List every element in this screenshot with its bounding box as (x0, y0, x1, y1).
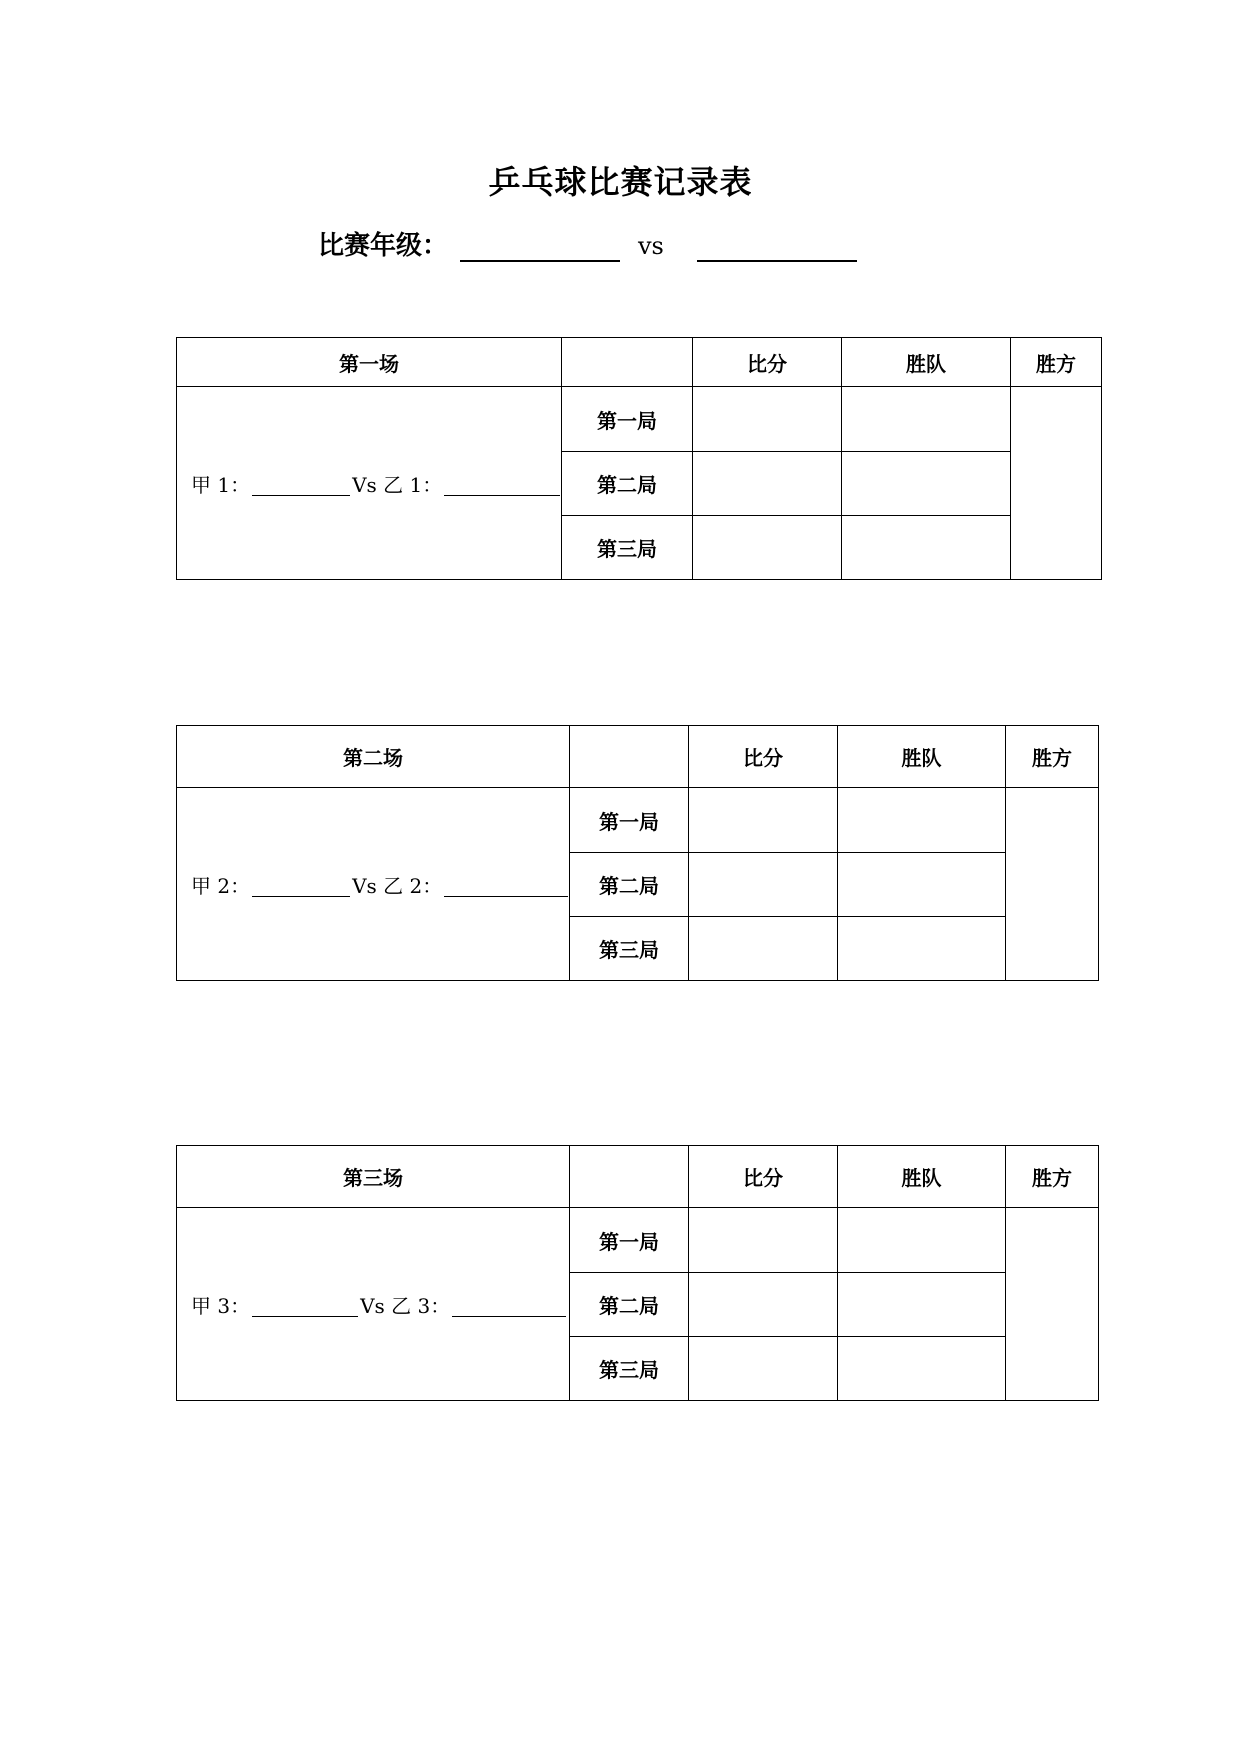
player-b-blank[interactable] (444, 495, 560, 496)
score-header: 比分 (689, 726, 838, 788)
page-title: 乒乓球比赛记录表 (488, 163, 753, 201)
player-a-label: 甲 3： (191, 1293, 251, 1318)
game-label: 第二局 (570, 853, 689, 917)
winner-side-cell[interactable] (1011, 387, 1102, 580)
players-cell (177, 387, 562, 580)
winner-side-cell[interactable] (1006, 788, 1099, 981)
winner-team-header: 胜队 (838, 726, 1006, 788)
score-cell[interactable] (689, 917, 838, 981)
score-cell[interactable] (689, 1208, 838, 1273)
winner-side-header: 胜方 (1006, 1146, 1099, 1208)
score-cell[interactable] (693, 387, 842, 452)
game-label: 第三局 (570, 1337, 689, 1401)
winner-team-header: 胜队 (842, 338, 1011, 387)
game-label: 第一局 (562, 387, 693, 452)
match-table-2 (176, 725, 1099, 981)
vs-label: Vs (352, 472, 377, 497)
score-cell[interactable] (689, 788, 838, 853)
score-header: 比分 (689, 1146, 838, 1208)
player-a-label: 甲 2： (191, 873, 251, 898)
winner-team-cell[interactable] (838, 853, 1006, 917)
match-table-3 (176, 1145, 1099, 1401)
empty-header-cell (570, 1146, 689, 1208)
match-name: 第一场 (177, 338, 562, 387)
winner-team-cell[interactable] (842, 516, 1011, 580)
player-b-label: 乙 3： (391, 1293, 451, 1318)
winner-team-cell[interactable] (838, 1273, 1006, 1337)
score-header: 比分 (693, 338, 842, 387)
grade-b-blank[interactable] (697, 260, 857, 262)
grade-a-blank[interactable] (460, 260, 620, 262)
empty-header-cell (570, 726, 689, 788)
vs-label: Vs (352, 873, 377, 898)
game-label: 第三局 (562, 516, 693, 580)
player-a-blank[interactable] (252, 896, 350, 897)
player-b-blank[interactable] (452, 1316, 566, 1317)
players-cell (177, 788, 570, 981)
grade-label: 比赛年级： (318, 231, 449, 261)
score-cell[interactable] (693, 452, 842, 516)
game-label: 第三局 (570, 917, 689, 981)
score-cell[interactable] (693, 516, 842, 580)
winner-team-cell[interactable] (838, 1208, 1006, 1273)
match-name: 第二场 (177, 726, 570, 788)
player-a-label: 甲 1： (191, 472, 251, 497)
winner-team-cell[interactable] (842, 387, 1011, 452)
player-b-label: 乙 1： (383, 472, 443, 497)
game-label: 第一局 (570, 788, 689, 853)
game-label: 第一局 (570, 1208, 689, 1273)
winner-side-header: 胜方 (1011, 338, 1102, 387)
winner-side-header: 胜方 (1006, 726, 1099, 788)
player-a-blank[interactable] (252, 1316, 358, 1317)
grade-vs: vs (638, 232, 664, 260)
empty-header-cell (562, 338, 693, 387)
score-cell[interactable] (689, 853, 838, 917)
player-b-blank[interactable] (444, 896, 568, 897)
game-label: 第二局 (562, 452, 693, 516)
player-b-label: 乙 2： (383, 873, 443, 898)
match-table-1 (176, 337, 1102, 580)
winner-team-header: 胜队 (838, 1146, 1006, 1208)
winner-team-cell[interactable] (838, 1337, 1006, 1401)
player-a-blank[interactable] (252, 495, 350, 496)
score-cell[interactable] (689, 1273, 838, 1337)
players-cell (177, 1208, 570, 1401)
score-cell[interactable] (689, 1337, 838, 1401)
winner-team-cell[interactable] (838, 788, 1006, 853)
match-name: 第三场 (177, 1146, 570, 1208)
vs-label: Vs (360, 1293, 385, 1318)
winner-team-cell[interactable] (838, 917, 1006, 981)
winner-side-cell[interactable] (1006, 1208, 1099, 1401)
winner-team-cell[interactable] (842, 452, 1011, 516)
game-label: 第二局 (570, 1273, 689, 1337)
